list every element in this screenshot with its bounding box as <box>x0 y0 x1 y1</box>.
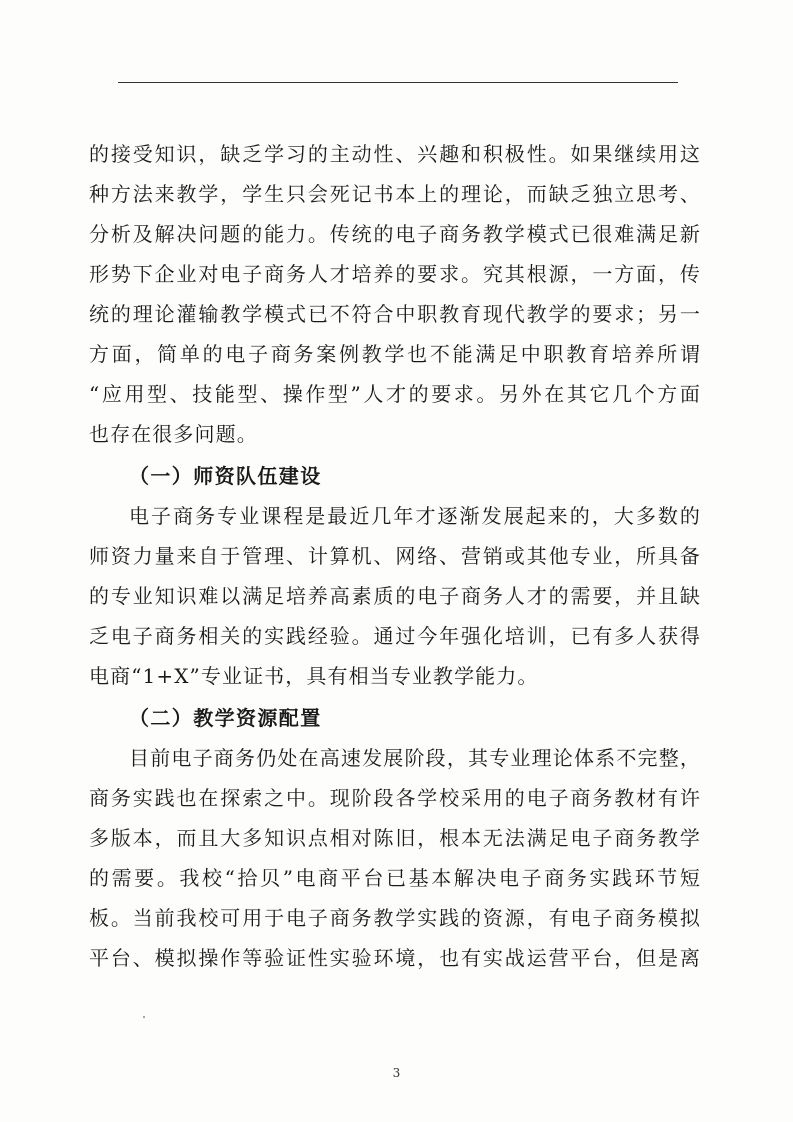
paragraph-line: 目前电子商务仍处在高速发展阶段，其专业理论体系不完整， <box>129 746 701 770</box>
paragraph-line: 形势下企业对电子商务人才培养的要求。究其根源，一方面，传 <box>89 262 701 286</box>
paragraph-line: 方面，简单的电子商务案例教学也不能满足中职教育培养所谓 <box>89 342 701 366</box>
paragraph-line: 乏电子商务相关的实践经验。通过今年强化培训，已有多人获得 <box>89 624 701 648</box>
header-rule <box>118 82 678 83</box>
paragraph-line: 的接受知识，缺乏学习的主动性、兴趣和积极性。如果继续用这 <box>89 142 701 166</box>
paragraph-line: 也存在很多问题。 <box>89 422 258 446</box>
page-number: 3 <box>392 1066 401 1080</box>
paragraph-line: 师资力量来自于管理、计算机、网络、营销或其他专业，所具备 <box>89 544 701 568</box>
paragraph-line: 统的理论灌输教学模式已不符合中职教育现代教学的要求；另一 <box>89 302 701 326</box>
paragraph-line: 的需要。我校“拾贝”电商平台已基本解决电子商务实践环节短 <box>89 866 701 890</box>
paragraph-line: 分析及解决问题的能力。传统的电子商务教学模式已很难满足新 <box>89 222 701 246</box>
paragraph-2 <box>89 496 701 696</box>
section-heading-faculty: （一）师资队伍建设 <box>129 464 322 488</box>
paragraph-line: 的专业知识难以满足培养高素质的电子商务人才的需要，并且缺 <box>89 584 701 608</box>
paragraph-line: 电商“1+X”专业证书，具有相当专业教学能力。 <box>89 664 539 688</box>
section-heading-resources: （二）教学资源配置 <box>129 706 322 730</box>
paragraph-line: 种方法来教学，学生只会死记书本上的理论，而缺乏独立思考、 <box>89 182 701 206</box>
paragraph-3 <box>89 738 701 978</box>
paragraph-line: 商务实践也在探索之中。现阶段各学校采用的电子商务教材有许 <box>89 786 701 810</box>
paragraph-line: “应用型、技能型、操作型”人才的要求。另外在其它几个方面 <box>89 382 701 406</box>
paragraph-line: 板。当前我校可用于电子商务教学实践的资源，有电子商务模拟 <box>89 906 701 930</box>
paragraph-1 <box>89 134 701 454</box>
scan-speck <box>143 1016 145 1018</box>
paragraph-line: 多版本，而且大多知识点相对陈旧，根本无法满足电子商务教学 <box>89 826 701 850</box>
paragraph-line: 电子商务专业课程是最近几年才逐渐发展起来的，大多数的 <box>129 504 701 528</box>
paragraph-line: 平台、模拟操作等验证性实验环境，也有实战运营平台，但是离 <box>89 946 701 970</box>
body-text <box>89 134 701 978</box>
